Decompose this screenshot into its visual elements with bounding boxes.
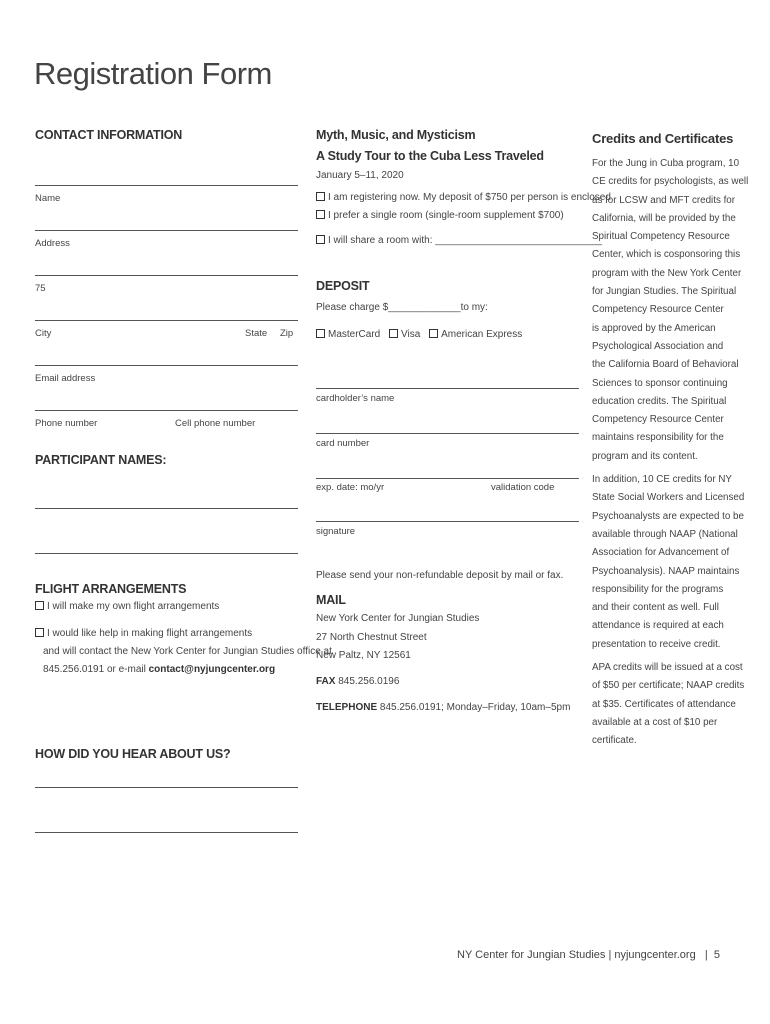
fax-line: [316, 673, 399, 691]
signature-field[interactable]: [316, 521, 579, 522]
credits-p3-line: available at a cost of $10 per: [592, 716, 718, 728]
credits-p2-line: Psychoanalysts are expected to be: [592, 510, 744, 522]
cardholder-field[interactable]: [316, 388, 579, 389]
credits-paragraph-3: [592, 659, 752, 750]
phone-field[interactable]: [35, 410, 298, 411]
fax-label: FAX: [316, 676, 336, 687]
contact-email-link[interactable]: contact@nyjungcenter.org: [148, 664, 276, 675]
tour-title: Myth, Music, and Mysticism: [316, 128, 476, 142]
credits-p3-line: of $50 per certificate; NAAP credits: [592, 680, 745, 692]
mail-line-1: New York Center for Jungian Studies: [316, 613, 480, 624]
credits-p2-line: Psychoanalysis). NAAP maintains: [592, 565, 740, 577]
contact-heading: CONTACT INFORMATION: [35, 128, 183, 142]
footer: [457, 946, 720, 964]
mail-line-3: New Paltz, NY 12561: [316, 650, 411, 661]
credits-p1-line: program with the New York Center: [592, 267, 742, 279]
tour-option-share[interactable]: [316, 232, 602, 250]
checkbox[interactable]: [35, 601, 44, 610]
checkbox[interactable]: [429, 329, 438, 338]
page-number: 5: [713, 949, 720, 961]
participants-heading: PARTICIPANT NAMES:: [35, 453, 167, 467]
credits-p1-line: is approved by the American: [592, 322, 716, 334]
hear-heading: HOW DID YOU HEAR ABOUT US?: [35, 747, 231, 761]
footer-org: NY Center for Jungian Studies: [457, 949, 606, 961]
tour-option-share-label: I will share a room with: ______________________________: [328, 235, 603, 246]
credits-p1-line: program and its content.: [592, 450, 698, 462]
tour-option-single[interactable]: [316, 207, 564, 225]
credits-p1-line: Center, which is cosponsoring this: [592, 249, 741, 261]
tour-option-register[interactable]: [316, 189, 611, 207]
mail-line-2: 27 North Chestnut Street: [316, 632, 427, 643]
credits-p3-line: certificate.: [592, 735, 637, 747]
phone-label: Phone number: [35, 418, 98, 429]
mail-heading: MAIL: [316, 593, 346, 607]
credits-p2-line: available through NAAP (National: [592, 528, 738, 540]
credits-p1-line: for Jungian Studies. The Spiritual: [592, 286, 737, 298]
footer-divider: |: [698, 949, 714, 961]
card-option-visa[interactable]: [389, 329, 420, 340]
credits-p1-line: CE credits for psychologists, as well: [592, 176, 749, 188]
credits-p1-line: the California Board of Behavioral: [592, 359, 739, 371]
card-number-label: card number: [316, 438, 370, 449]
flight-heading: FLIGHT ARRANGEMENTS: [35, 582, 187, 596]
footer-divider: |: [608, 949, 615, 961]
email-field[interactable]: [35, 365, 298, 366]
visa-label: Visa: [401, 329, 421, 340]
flight-option-own-label: I will make my own flight arrangements: [47, 601, 220, 612]
flight-option-help[interactable]: [35, 625, 252, 643]
exp-date-label: exp. date: mo/yr: [316, 482, 385, 493]
email-label: Email address: [35, 373, 96, 384]
deposit-send-note: Please send your non-refundable deposit by mail or fax.: [316, 570, 564, 581]
tour-subtitle: A Study Tour to the Cuba Less Traveled: [316, 149, 544, 163]
credits-p3-line: APA credits will be issued at a cost: [592, 662, 743, 674]
telephone-value: 845.256.0191; Monday–Friday, 10am–5pm: [379, 702, 571, 713]
credits-p1-line: Competency Resource Center: [592, 304, 724, 316]
exp-validation-field[interactable]: [316, 478, 579, 479]
credits-heading: Credits and Certificates: [592, 131, 734, 146]
participant-name-field-1[interactable]: [35, 508, 298, 509]
credits-p1-line: Spiritual Competency Resource: [592, 231, 730, 243]
fax-value: 845.256.0196: [338, 676, 400, 687]
credits-p1-line: Competency Resource Center: [592, 414, 724, 426]
checkbox[interactable]: [316, 235, 325, 244]
telephone-label: TELEPHONE: [316, 702, 378, 713]
credits-p1-line: education credits. The Spiritual: [592, 395, 727, 407]
checkbox[interactable]: [389, 329, 398, 338]
credits-p3-line: at $35. Certificates of attendance: [592, 698, 736, 710]
page-title: Registration Form: [34, 56, 272, 91]
credits-paragraph-1: [592, 155, 752, 466]
deposit-charge-text: Please charge $_____________to my:: [316, 302, 488, 313]
credits-p1-line: as for LCSW and MFT credits for: [592, 194, 736, 206]
credits-p1-line: For the Jung in Cuba program, 10: [592, 158, 740, 169]
credits-p2-line: attendance is required at each: [592, 620, 724, 632]
participant-name-field-2[interactable]: [35, 553, 298, 554]
state-label: State: [245, 328, 268, 339]
name-field[interactable]: [35, 185, 298, 186]
credits-p1-line: California, will be provided by the: [592, 212, 736, 224]
flight-help-text: and will contact the New York Center for Jungian Studies office at: [43, 646, 332, 657]
credits-text: [592, 155, 752, 756]
address-line2-field[interactable]: [35, 275, 298, 276]
flight-option-own[interactable]: [35, 598, 219, 616]
flight-contact-line: [43, 661, 275, 679]
credits-p2-line: Association for Advancement of: [592, 547, 730, 559]
cell-phone-label: Cell phone number: [175, 418, 256, 429]
deposit-heading: DEPOSIT: [316, 279, 370, 293]
city-state-zip-field[interactable]: [35, 320, 298, 321]
card-options: [316, 326, 522, 344]
flight-contact-prefix: 845.256.0191 or e-mail: [43, 664, 149, 675]
address-label: Address: [35, 238, 70, 249]
address-field[interactable]: [35, 230, 298, 231]
credits-paragraph-2: [592, 471, 752, 654]
card-option-amex[interactable]: [429, 329, 522, 340]
amex-label: American Express: [441, 329, 523, 340]
card-option-mastercard[interactable]: [316, 329, 380, 340]
checkbox[interactable]: [316, 192, 325, 201]
credits-p2-line: presentation to receive credit.: [592, 638, 721, 650]
card-number-field[interactable]: [316, 433, 579, 434]
credits-p2-line: In addition, 10 CE credits for NY: [592, 474, 732, 486]
telephone-line: [316, 699, 570, 717]
credits-p1-line: Psychological Association and: [592, 340, 724, 352]
name-label: Name: [35, 193, 61, 204]
hear-field-2[interactable]: [35, 832, 298, 833]
credits-p2-line: and their content as well. Full: [592, 602, 719, 614]
mastercard-label: MasterCard: [328, 329, 381, 340]
hear-field-1[interactable]: [35, 787, 298, 788]
cardholder-label: cardholder’s name: [316, 393, 395, 404]
checkbox[interactable]: [35, 628, 44, 637]
tour-option-register-label: I am registering now. My deposit of $750 per person is enclosed: [328, 192, 611, 203]
footer-site[interactable]: nyjungcenter.org: [614, 949, 696, 961]
tour-option-single-label: I prefer a single room (single-room supplement $700): [328, 210, 564, 221]
city-label: City: [35, 328, 52, 339]
credits-p1-line: maintains responsibility for the: [592, 432, 724, 444]
address-line2-value: 75: [35, 283, 46, 294]
credits-p2-line: responsibility for the programs: [592, 583, 724, 595]
signature-label: signature: [316, 526, 356, 537]
checkbox[interactable]: [316, 210, 325, 219]
tour-dates: January 5–11, 2020: [316, 170, 404, 181]
validation-code-label: validation code: [491, 482, 555, 493]
zip-label: Zip: [280, 328, 294, 339]
credits-p2-line: State Social Workers and Licensed: [592, 492, 745, 504]
checkbox[interactable]: [316, 329, 325, 338]
credits-p1-line: Sciences to sponsor continuing: [592, 377, 728, 389]
flight-option-help-label: I would like help in making flight arrangements: [47, 628, 253, 639]
